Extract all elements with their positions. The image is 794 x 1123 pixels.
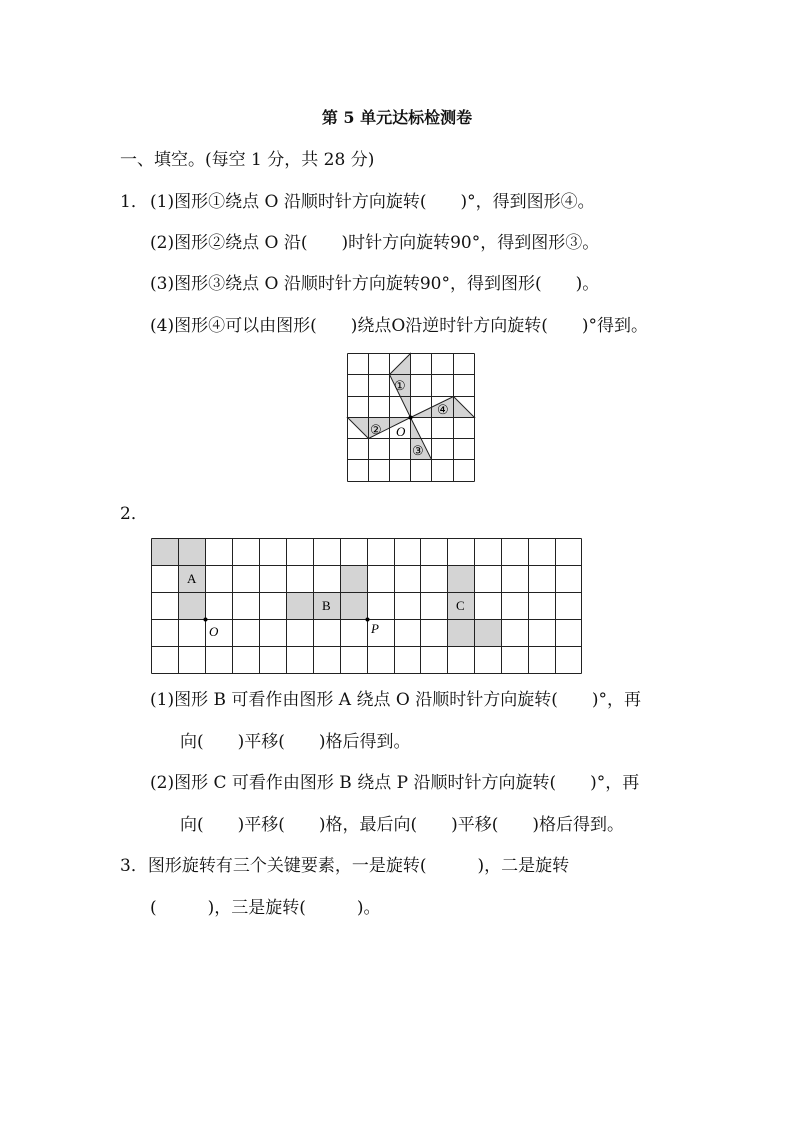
- q3-line1: 3．图形旋转有三个关键要素，一是旋转( )，二是旋转: [120, 856, 570, 876]
- label-3: ③: [412, 443, 424, 458]
- label-a: A: [187, 571, 197, 586]
- q2-part1-line2: 向( )平移( )格后得到。: [180, 732, 411, 752]
- label-c: C: [456, 598, 465, 613]
- label-4: ④: [437, 402, 449, 417]
- q1-part2: (2)图形②绕点 O 沿( )时针方向旋转90°，得到图形③。: [150, 233, 600, 253]
- q1-number: 1．: [120, 192, 148, 212]
- label-o: O: [396, 424, 406, 439]
- label-b: B: [322, 598, 331, 613]
- q1-part3: (3)图形③绕点 O 沿顺时针方向旋转90°，得到图形( )。: [150, 274, 600, 294]
- point-p: [366, 618, 370, 622]
- q1-part1: (1)图形①绕点 O 沿顺时针方向旋转( )°，得到图形④。: [150, 192, 595, 212]
- q2-part1-line1: (1)图形 B 可看作由图形 A 绕点 O 沿顺时针方向旋转( )°，再: [150, 690, 641, 710]
- label-2: ②: [370, 422, 382, 437]
- section-heading: 一、填空。(每空 1 分，共 28 分): [120, 150, 375, 170]
- point-o: [204, 618, 208, 622]
- q3-line2: ( )，三是旋转( )。: [150, 898, 381, 918]
- q1-figure: [346, 352, 478, 486]
- q2-figure: [150, 537, 584, 675]
- q2-number: 2．: [120, 504, 148, 524]
- page-title: 第 5 单元达标检测卷: [321, 108, 473, 127]
- label-o: O: [209, 624, 219, 639]
- label-p: P: [371, 621, 379, 636]
- q1-part4: (4)图形④可以由图形( )绕点O沿逆时针方向旋转( )°得到。: [150, 316, 649, 336]
- label-1: ①: [394, 378, 406, 393]
- q2-part2-line1: (2)图形 C 可看作由图形 B 绕点 P 沿顺时针方向旋转( )°，再: [150, 773, 640, 793]
- q2-part2-line2: 向( )平移( )格，最后向( )平移( )格后得到。: [180, 815, 625, 835]
- point-o: [409, 416, 413, 420]
